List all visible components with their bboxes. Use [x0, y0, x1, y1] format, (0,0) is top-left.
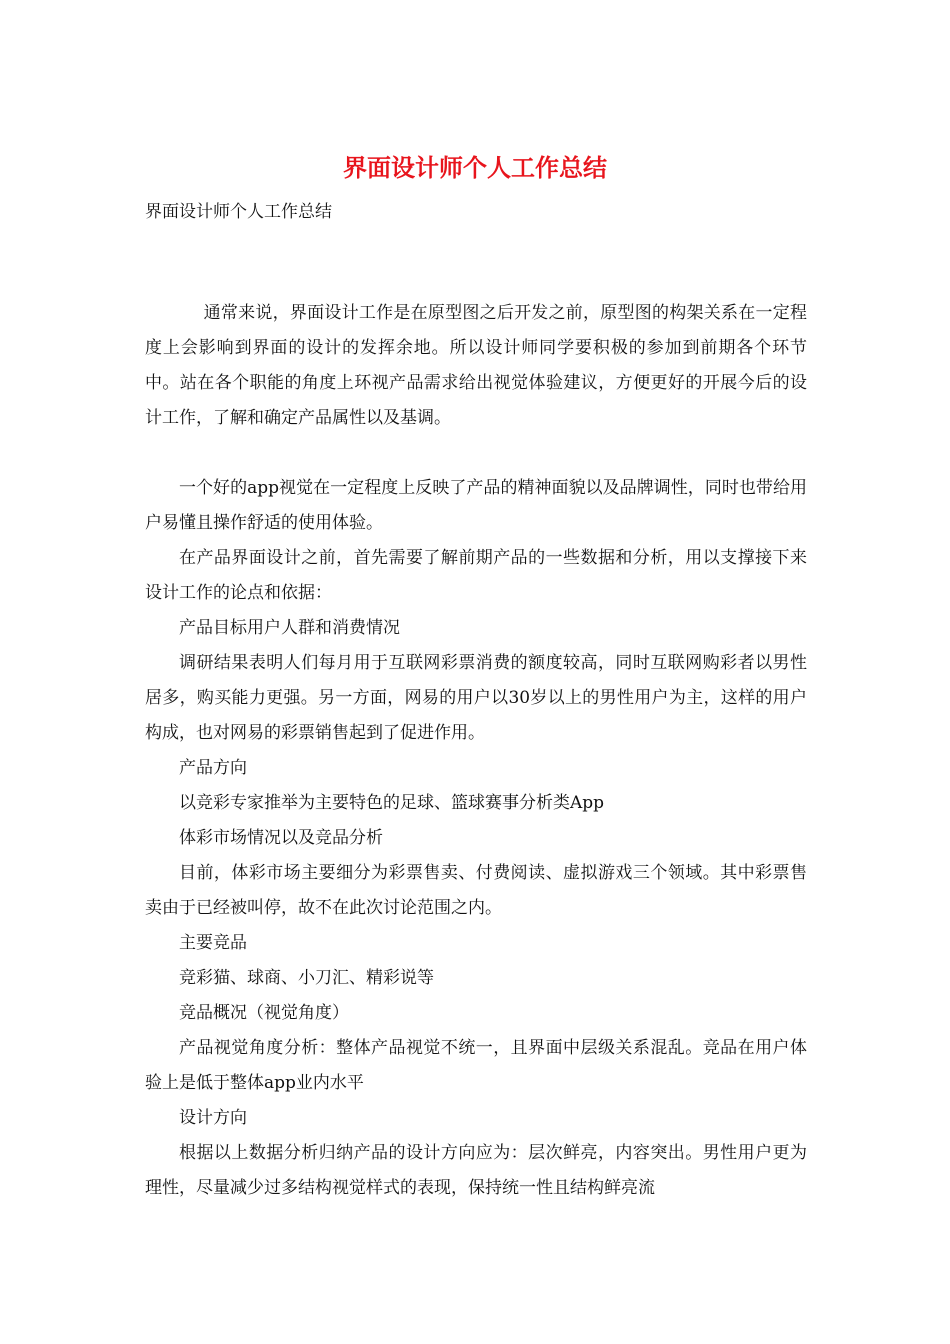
- paragraph-competitor-list: 竞彩猫、球商、小刀汇、精彩说等: [179, 968, 434, 988]
- document-body: [145, 296, 807, 1206]
- paragraph-gap: [145, 436, 807, 471]
- heading-design-direction: 设计方向: [179, 1108, 247, 1128]
- paragraph-visual-analysis: 产品视觉角度分析：整体产品视觉不统一，且界面中层级关系混乱。竞品在用户体验上是低于整体app业内水平: [145, 1038, 807, 1093]
- heading-product-direction: 产品方向: [179, 758, 247, 778]
- paragraph-design-direction: 根据以上数据分析归纳产品的设计方向应为：层次鲜亮，内容突出。男性用户更为理性，尽量减少过多结构视觉样式的表现，保持统一性且结构鲜亮流: [145, 1143, 807, 1198]
- heading-competitor-overview: 竞品概况（视觉角度）: [179, 1003, 349, 1023]
- document-subtitle: 界面设计师个人工作总结: [145, 202, 332, 222]
- heading-market-analysis: 体彩市场情况以及竞品分析: [179, 828, 383, 848]
- document-title: 界面设计师个人工作总结: [343, 153, 607, 182]
- paragraph-research-results: 调研结果表明人们每月用于互联网彩票消费的额度较高，同时互联网购彩者以男性居多，购买能力更强。另一方面，网易的用户以30岁以上的男性用户为主，这样的用户构成，也对网易的彩票销售起到了促进作用。: [145, 653, 807, 743]
- paragraph-app-visual: 一个好的app视觉在一定程度上反映了产品的精神面貌以及品牌调性，同时也带给用户易懂且操作舒适的使用体验。: [145, 478, 807, 533]
- paragraph-market-analysis: 目前，体彩市场主要细分为彩票售卖、付费阅读、虚拟游戏三个领域。其中彩票售卖由于已经被叫停，故不在此次讨论范围之内。: [145, 863, 807, 918]
- paragraph-product-direction: 以竞彩专家推举为主要特色的足球、篮球赛事分析类App: [179, 793, 605, 813]
- heading-target-users: 产品目标用户人群和消费情况: [179, 618, 400, 638]
- paragraph-data-analysis: 在产品界面设计之前，首先需要了解前期产品的一些数据和分析，用以支撑接下来设计工作的论点和依据：: [145, 548, 807, 603]
- paragraph-intro: 通常来说，界面设计工作是在原型图之后开发之前，原型图的构架关系在一定程度上会影响到界面的设计的发挥余地。所以设计师同学要积极的参加到前期各个环节中。站在各个职能的角度上环视产品需求给出视觉体验建议，方便更好的开展今后的设计工作，了解和确定产品属性以及基调。: [145, 303, 807, 428]
- heading-main-competitors: 主要竞品: [179, 933, 247, 953]
